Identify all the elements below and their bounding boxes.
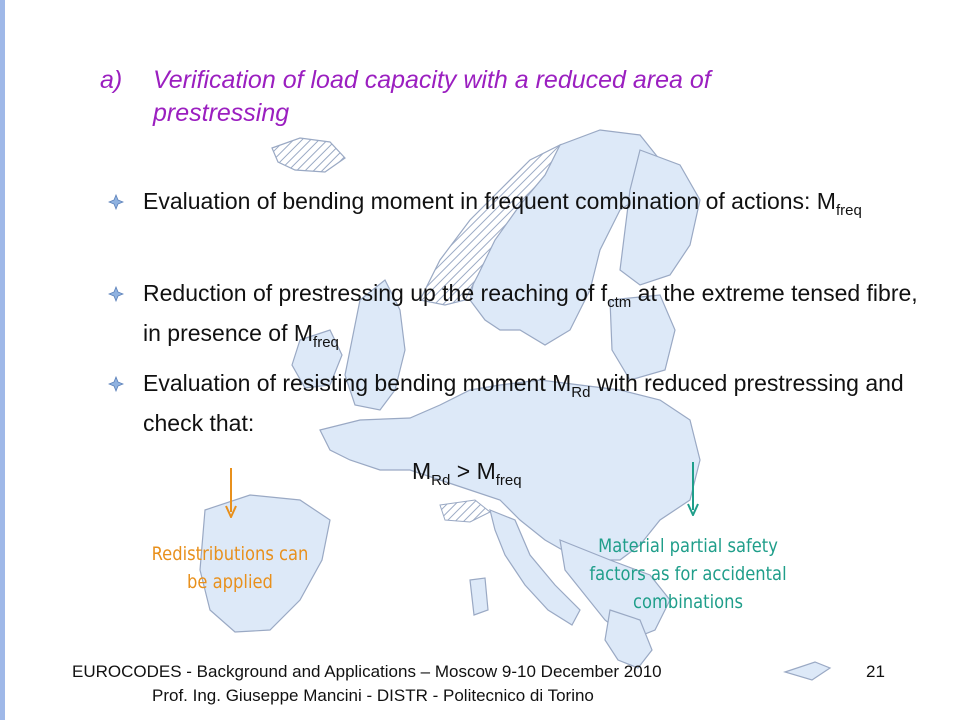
formula-sub-freq: freq: [495, 472, 522, 489]
map-cyprus: [785, 662, 830, 680]
diamond-bullet-icon: [108, 286, 124, 302]
title-number: a): [100, 66, 123, 94]
map-switzerland-hatched: [440, 500, 490, 522]
formula-m: M: [412, 458, 432, 484]
formula-sub-rd: Rd: [431, 472, 451, 489]
bullet-item-1: [143, 186, 923, 226]
footer-event: EUROCODES - Background and Applications – Moscow 9-10 December 2010: [72, 662, 662, 681]
map-sardinia: [470, 578, 488, 615]
formula-op: > M: [450, 458, 496, 484]
bullet-1-sub: freq: [835, 202, 862, 219]
bullet-2-text: Reduction of prestressing up the reaching of f: [143, 280, 608, 306]
check-formula: [412, 458, 522, 489]
diamond-bullet-icon: [108, 194, 124, 210]
note-redistributions: Redistributions can be applied: [151, 543, 309, 593]
bullet-2-tail: at the extreme tensed fibre, in presence of M: [143, 280, 918, 346]
note-material-factors: Material partial safety factors as for accidental combinations: [589, 535, 787, 613]
bullet-3-text: Evaluation of resisting bending moment M: [143, 370, 572, 396]
arrow-down-icon: [222, 468, 240, 518]
page-number: 21: [866, 662, 885, 681]
left-edge-rule: [0, 0, 5, 720]
footer-author: Prof. Ing. Giuseppe Mancini - DISTR - Politecnico di Torino: [152, 686, 594, 705]
bullet-2-sub2: freq: [313, 334, 339, 351]
bullet-item-2: [143, 278, 923, 358]
title-text: Verification of load capacity with a reduced area of prestressing: [153, 66, 711, 127]
map-iceland-hatched: [272, 138, 345, 172]
bullet-2-sub: ctm: [607, 294, 632, 311]
bullet-3-tail: with reduced prestressing and check that:: [143, 370, 904, 436]
bullet-item-3: [143, 368, 923, 438]
diamond-bullet-icon: [108, 376, 124, 392]
bullet-3-sub: Rd: [571, 384, 591, 401]
arrow-down-icon: [684, 462, 702, 516]
bullet-1-text: Evaluation of bending moment in frequent combination of actions: M: [143, 188, 836, 214]
